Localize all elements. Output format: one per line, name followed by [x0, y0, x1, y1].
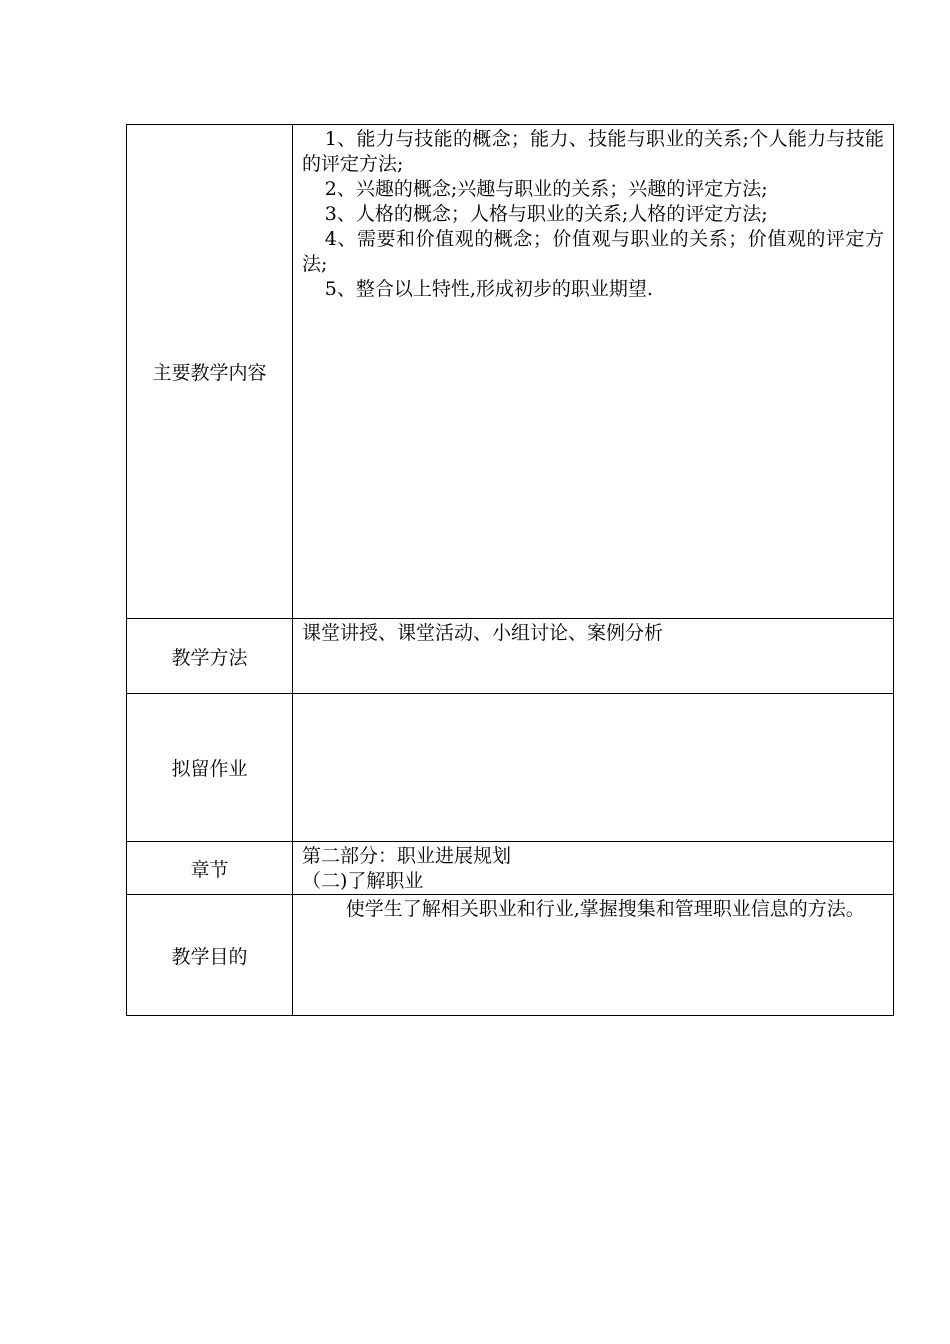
teaching-method-text: 课堂讲授、课堂活动、小组讨论、案例分析 — [293, 619, 894, 694]
content-item-4: 4、需要和价值观的概念；价值观与职业的关系；价值观的评定方法; — [302, 228, 884, 275]
content-item-3: 3、人格的概念；人格与职业的关系;人格的评定方法; — [324, 203, 768, 225]
row-main-content — [127, 125, 894, 619]
label-chapter: 章节 — [127, 842, 293, 895]
content-item-5: 5、整合以上特性,形成初步的职业期望. — [324, 278, 653, 300]
lesson-plan-table — [126, 124, 894, 1016]
label-teaching-method: 教学方法 — [127, 619, 293, 694]
label-homework: 拟留作业 — [127, 694, 293, 842]
row-homework — [127, 694, 894, 842]
label-teaching-goal: 教学目的 — [127, 895, 293, 1016]
chapter-section-title: （二)了解职业 — [302, 870, 424, 892]
homework-text — [293, 694, 894, 842]
label-main-content: 主要教学内容 — [127, 125, 293, 619]
row-teaching-goal — [127, 895, 894, 1016]
chapter-cell — [293, 842, 894, 895]
main-content-cell — [293, 125, 894, 619]
teaching-goal-cell — [293, 895, 894, 1016]
content-item-1: 1、能力与技能的概念；能力、技能与职业的关系;个人能力与技能的评定方法; — [302, 128, 884, 175]
chapter-part-title: 第二部分：职业进展规划 — [302, 845, 512, 867]
row-teaching-method — [127, 619, 894, 694]
row-chapter — [127, 842, 894, 895]
teaching-goal-text: 使学生了解相关职业和行业,掌握搜集和管理职业信息的方法。 — [345, 898, 865, 920]
content-item-2: 2、兴趣的概念;兴趣与职业的关系；兴趣的评定方法; — [324, 178, 768, 200]
